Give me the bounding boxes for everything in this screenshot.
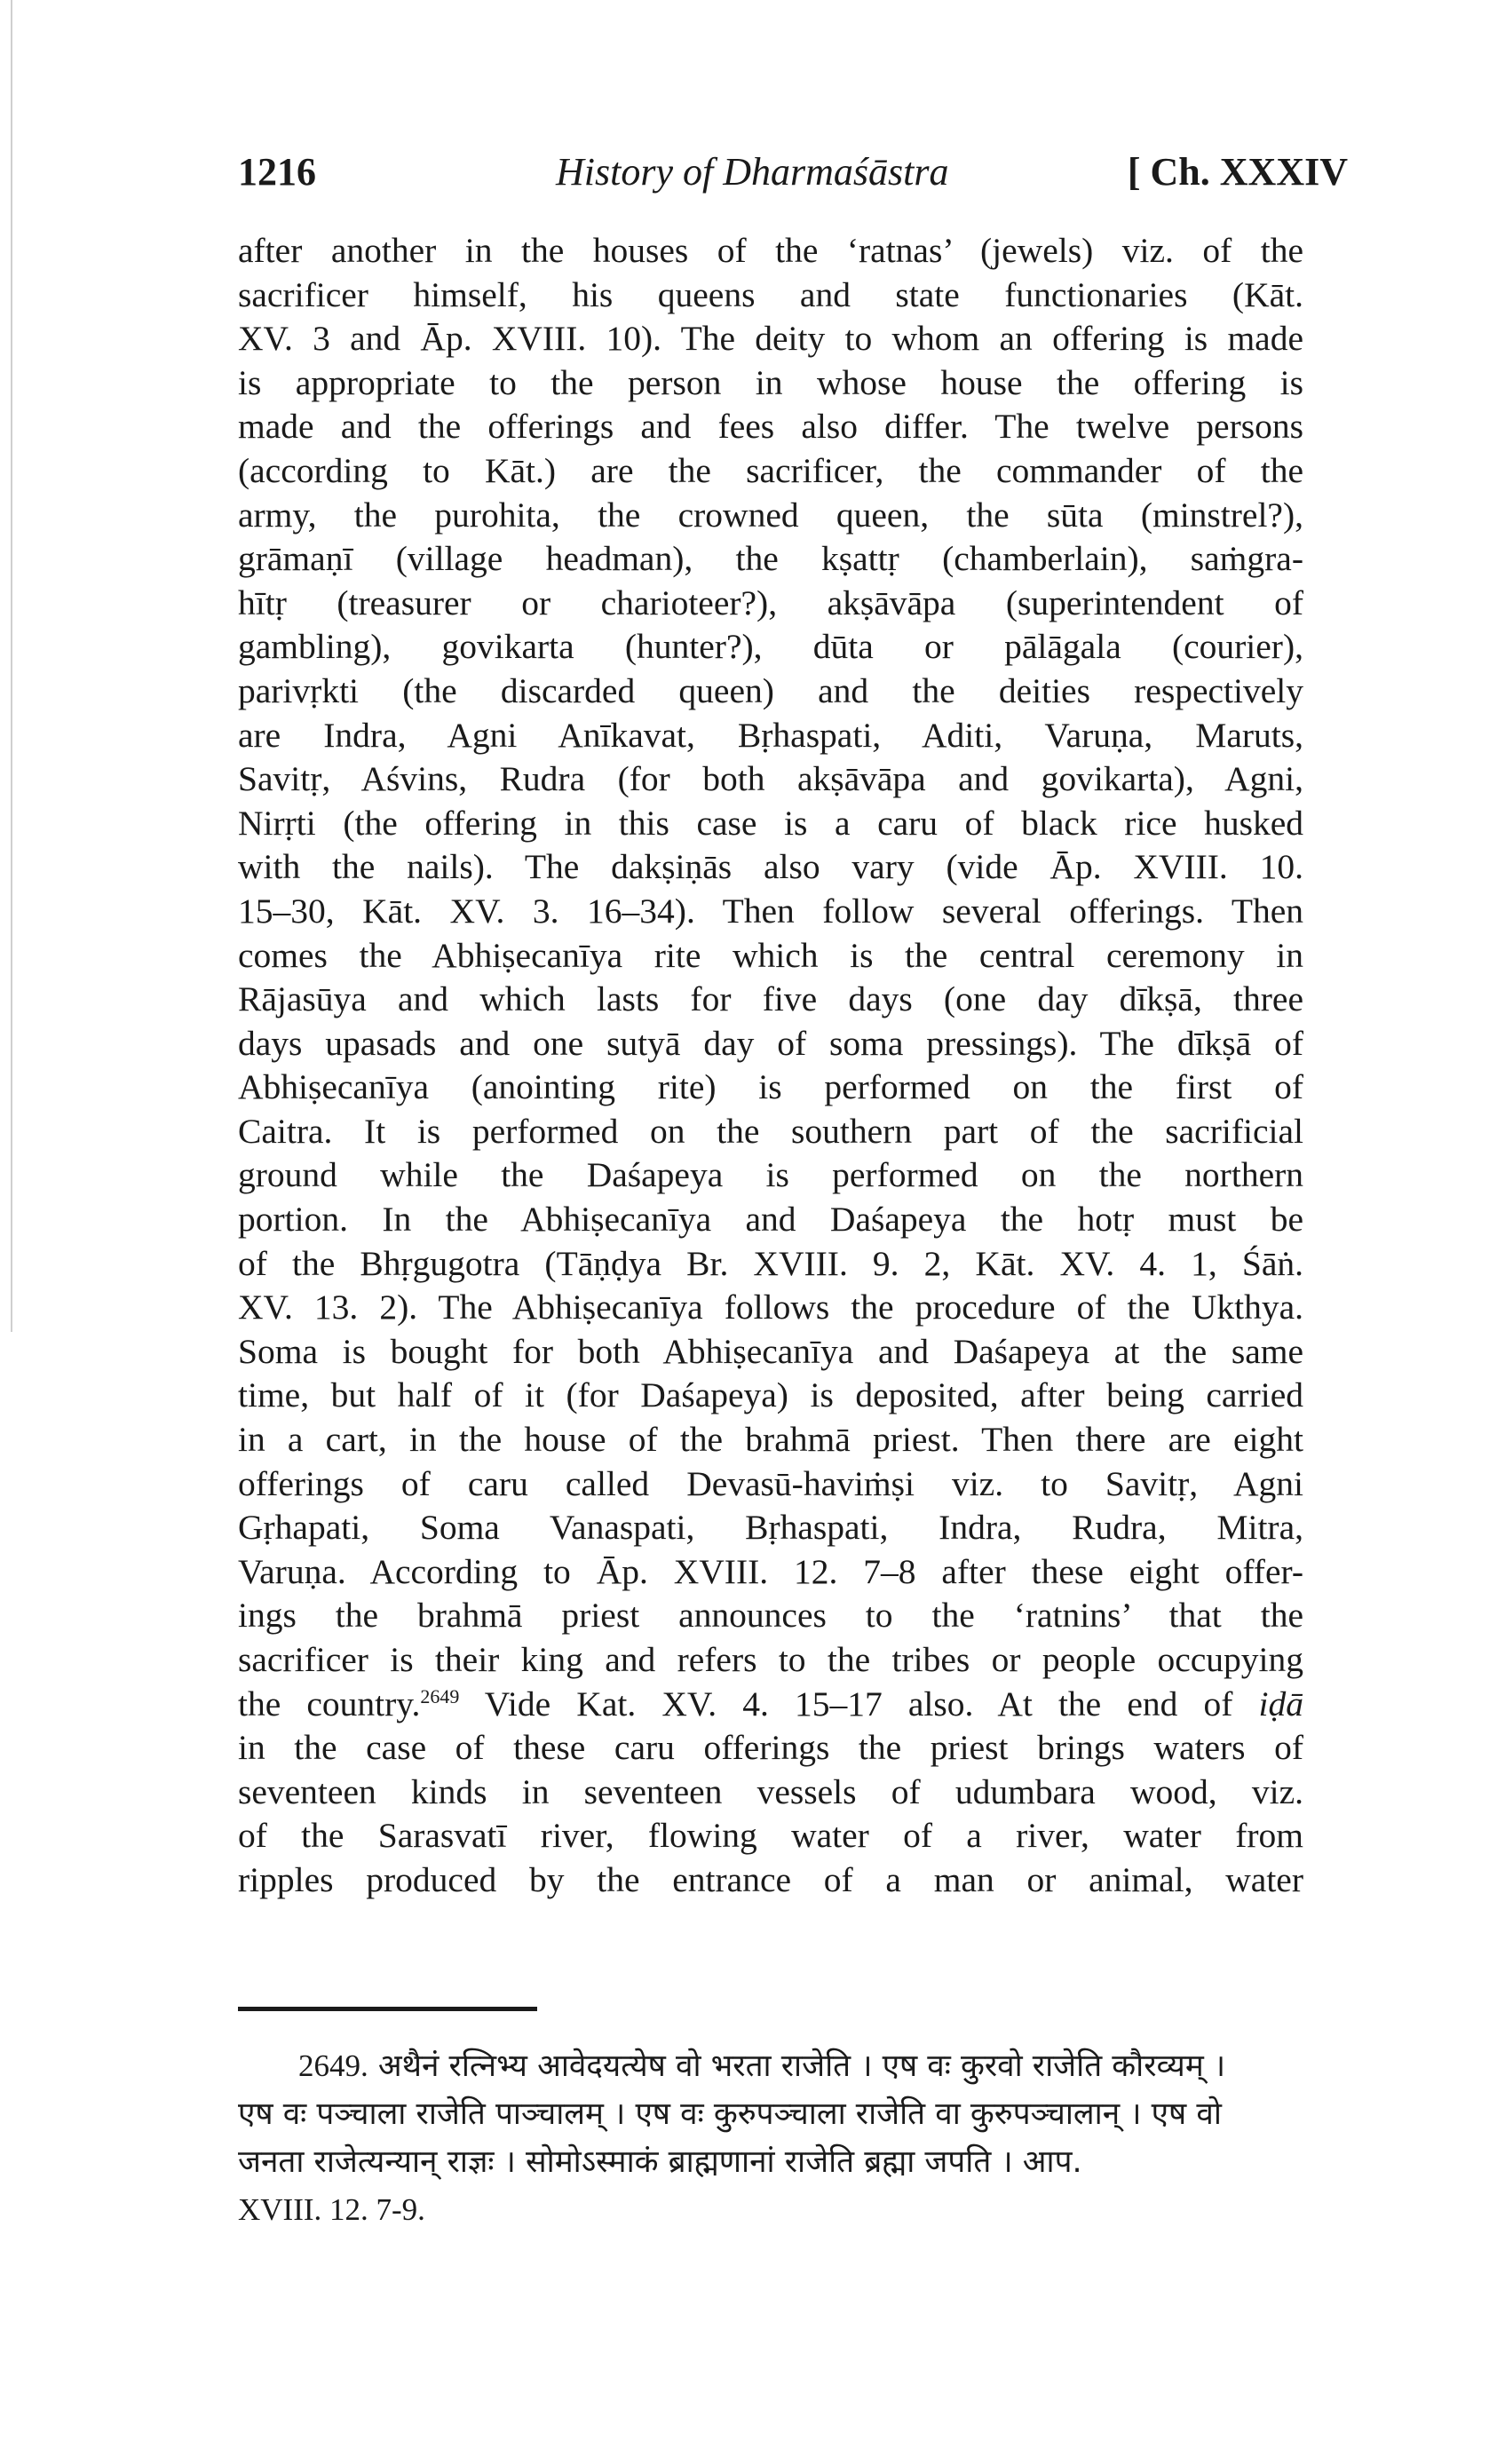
body-line: made and the offerings and fees also differ. The twelve persons — [238, 407, 1303, 447]
body-line: grāmaṇī (village headman), the kṣattṛ (chamberlain), saṁgra- — [238, 539, 1303, 579]
italic-term: iḍā — [1258, 1684, 1303, 1723]
body-line: offerings of caru called Devasū-haviṁṣi viz. to Savitṛ, Agni — [238, 1463, 1303, 1503]
body-line: portion. In the Abhiṣecanīya and Daśapeya the hotṛ must be — [238, 1200, 1303, 1240]
body-line: after another in the houses of the ‘ratnas’ (jewels) viz. of the — [238, 231, 1303, 270]
body-line: Savitṛ, Aśvins, Rudra (for both akṣāvāpa and govikarta), Agni, — [238, 759, 1303, 799]
body-line: (according to Kāt.) are the sacrificer, the commander of the — [238, 450, 1303, 490]
footnote-divider — [238, 2007, 537, 2011]
scan-margin-line — [11, 0, 12, 1332]
footnote-line: जनता राजेत्यन्यान् राज्ञः । सोमोऽस्माकं ब्राह्मणानां राजेति ब्रह्मा जपति । आप. — [238, 2144, 1082, 2180]
line-text: Vide Kat. XV. 4. 15–17 also. At the end of — [459, 1684, 1259, 1723]
body-line: Soma is bought for both Abhiṣecanīya and Daśapeya at the same — [238, 1331, 1303, 1371]
body-line: sacrificer himself, his queens and state functionaries (Kāt. — [238, 274, 1303, 314]
body-line: 15–30, Kāt. XV. 3. 16–34). Then follow several offerings. Then — [238, 891, 1303, 931]
body-line: in a cart, in the house of the brahmā priest. Then there are eight — [238, 1420, 1303, 1460]
body-line: XV. 3 and Āp. XVIII. 10). The deity to whom an offering is made — [238, 319, 1303, 359]
footnote-line: एष वः पञ्चाला राजेति पाञ्चालम् । एष वः कुरुपञ्चाला राजेति वा कुरुपञ्चालान् । एष वो — [238, 2096, 1222, 2132]
running-title: History of Dharmaśāstra — [556, 150, 949, 194]
line-text: the country. — [238, 1684, 421, 1723]
page-number: 1216 — [238, 150, 316, 194]
body-line: sacrificer is their king and refers to the tribes or people occupying — [238, 1640, 1303, 1679]
body-line: XV. 13. 2). The Abhiṣecanīya follows the procedure of the Ukthya. — [238, 1287, 1303, 1327]
body-line: are Indra, Agni Anīkavat, Bṛhaspati, Aditi, Varuṇa, Maruts, — [238, 715, 1303, 755]
footnote-marker[interactable]: 2649 — [420, 1684, 460, 1707]
body-line: with the nails). The dakṣiṇās also vary (vide Āp. XVIII. 10. — [238, 847, 1303, 887]
body-line: Rājasūya and which lasts for five days (one day dīkṣā, three — [238, 979, 1303, 1019]
body-line-with-footnote-ref — [238, 1683, 1303, 1727]
chapter-reference: [ Ch. XXXIV — [1127, 150, 1348, 194]
body-line: parivṛkti (the discarded queen) and the deities respectively — [238, 670, 1303, 710]
footnote-line — [238, 2042, 1303, 2090]
body-line: Gṛhapati, Soma Vanaspati, Bṛhaspati, Indra, Rudra, Mitra, — [238, 1508, 1303, 1548]
footnote-label: 2649. — [298, 2048, 368, 2083]
body-line: comes the Abhiṣecanīya rite which is the central ceremony in — [238, 935, 1303, 975]
body-line: ground while the Daśapeya is performed on the northern — [238, 1155, 1303, 1195]
body-line: gambling), govikarta (hunter?), dūta or pālāgala (courier), — [238, 627, 1303, 667]
body-line: seventeen kinds in seventeen vessels of udumbara wood, viz. — [238, 1771, 1303, 1811]
body-line: in the case of these caru offerings the priest brings waters of — [238, 1728, 1303, 1768]
body-line: days upasads and one sutyā day of soma pressings). The dīkṣā of — [238, 1023, 1303, 1063]
body-line: army, the purohita, the crowned queen, the sūta (minstrel?), — [238, 495, 1303, 535]
body-line: is appropriate to the person in whose house the offering is — [238, 362, 1303, 402]
body-line: ripples produced by the entrance of a man or animal, water — [238, 1859, 1303, 1899]
footnote-sanskrit: अथैनं रत्निभ्य आवेदयत्येष वो भरता राजेति । एष वः कुरवो राजेति कौरव्यम् । — [377, 2048, 1226, 2084]
body-line: Caitra. It is performed on the southern part of the sacrificial — [238, 1111, 1303, 1151]
body-line: Abhiṣecanīya (anointing rite) is performed on the first of — [238, 1067, 1303, 1107]
body-line: of the Sarasvatī river, flowing water of a river, water from — [238, 1816, 1303, 1856]
footnote-reference: XVIII. 12. 7-9. — [238, 2192, 425, 2227]
body-line: time, but half of it (for Daśapeya) is deposited, after being carried — [238, 1375, 1303, 1415]
body-line: of the Bhṛgugotra (Tāṇḍya Br. XVIII. 9. 2, Kāt. XV. 4. 1, Śāṅ. — [238, 1243, 1303, 1283]
body-line: Varuṇa. According to Āp. XVIII. 12. 7–8 after these eight offer- — [238, 1551, 1303, 1591]
page-header — [238, 149, 1348, 202]
body-line: Nirṛti (the offering in this case is a caru of black rice husked — [238, 803, 1303, 843]
footnote — [238, 2042, 1303, 2234]
body-line: ings the brahmā priest announces to the ‘ratnins’ that the — [238, 1596, 1303, 1636]
body-text — [238, 229, 1303, 1903]
body-line: hītṛ (treasurer or charioteer?), akṣāvāpa (superintendent of — [238, 582, 1303, 622]
